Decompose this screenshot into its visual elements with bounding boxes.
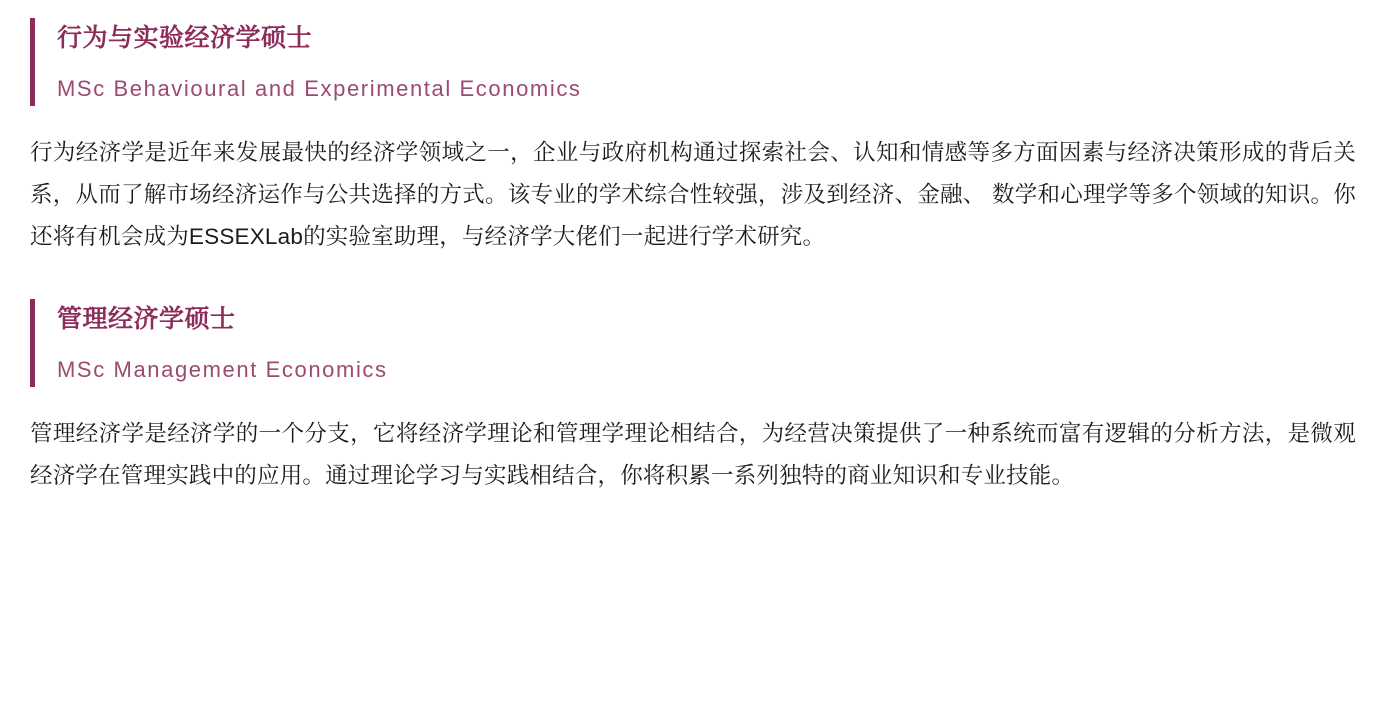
programme-heading (30, 18, 1358, 106)
programme-title-cn: 管理经济学硕士 (57, 305, 236, 334)
programme-title-en: MSc Management Economics (57, 356, 388, 382)
programme-title-cn: 行为与实验经济学硕士 (57, 24, 313, 52)
section-spacer (30, 263, 1358, 299)
programme-entry (30, 18, 1358, 257)
programme-description: 行为经济学是近年来发展最快的经济学领域之一，企业与政府机构通过探索社会、认知和情感等多方面因素与经济决策形成的背后关系，从而了解市场经济运作与公共选择的方式。该专业的学术综合性较强，涉及到经济、金融、 数学和心理学等多个领域的知识。你还将有机会成为ESSEXLab的实验室助理，与经济学大佬们一起进行学术研究。 (30, 140, 1356, 249)
programme-description: 管理经济学是经济学的一个分支，它将经济学理论和管理学理论相结合，为经营决策提供了一种系统而富有逻辑的分析方法，是微观经济学在管理实践中的应用。通过理论学习与实践相结合，你将积累一系列独特的商业知识和专业技能。 (30, 421, 1356, 489)
programme-heading (30, 299, 1358, 387)
programme-title-en: MSc Behavioural and Experimental Economics (57, 75, 582, 101)
programme-entry (30, 299, 1358, 497)
